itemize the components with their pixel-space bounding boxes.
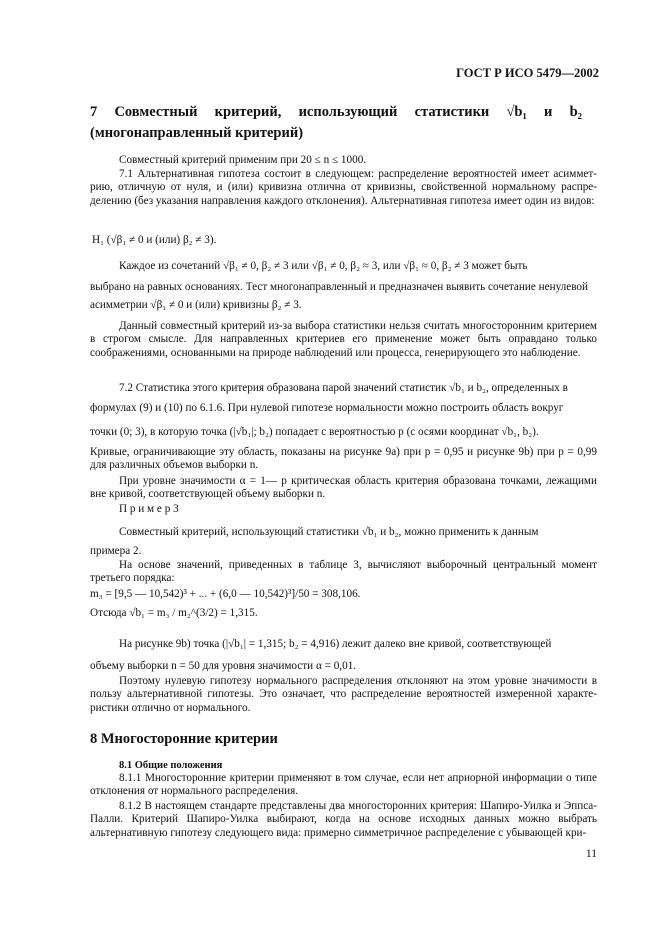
example-3-line2: примера 2. xyxy=(90,545,142,557)
combinations-line-3: асимметрии √β₁ ≠ 0 и (или) кривизны β₂ ≠ 3. xyxy=(90,299,302,311)
paragraph-basis: На основе значений, приведенных в таблице 3, вычисляют выборочный центральный момент третьего порядка: xyxy=(90,559,597,585)
paragraph-8-1-1: 8.1.1 Многосторонние критерии применяют в том случае, если нет априорной информации о типе отклонения от нормального распределения. xyxy=(90,772,597,798)
figure-9b-line1: На рисунке 9b) точка (|√b₁| = 1,315; b₂ = 4,916) лежит далеко вне кривой, соответствующей xyxy=(119,638,552,650)
formula-hence: Отсюда √b₁ = m₃ / m₂^(3/2) = 1,315. xyxy=(90,607,258,619)
combinations-line-2: выбрано на равных основаниях. Тест многонаправленный и предназначен выявить сочетание ненулевой xyxy=(90,281,589,293)
page-number: 11 xyxy=(585,848,597,860)
example-3-line1: Совместный критерий, использующий статистики √b₁ и b₂, можно применить к данным xyxy=(119,526,539,538)
subsection-8-1-title: 8.1 Общие положения xyxy=(119,760,223,771)
formula-h1: H₁ (√β₁ ≠ 0 и (или) β₂ ≠ 3). xyxy=(92,234,217,246)
combinations-line: Каждое из сочетаний √β₁ ≠ 0, β₂ ≠ 3 или √β₁ ≠ 0, β₂ ≈ 3, или √β₁ ≈ 0, β₂ ≠ 3 может быть xyxy=(119,260,528,272)
document-header-id: ГОСТ Р ИСО 5479—2002 xyxy=(456,66,599,80)
section-7-title-line2: (многонаправленный критерий) xyxy=(90,125,304,141)
formula-m3: m₃ = [9,5 — 10,542)³ + ... + (6,0 — 10,542)³]/50 = 308,106. xyxy=(90,588,361,600)
paragraph-reject: Поэтому нулевую гипотезу нормального распределения отклоняют на этом уровне значимости в пользу альтернативной гипотезы. Это означает, что распределение вероятностей измеренной характеристики отлично от нормального. xyxy=(90,675,597,714)
paragraph-7-2-line2: формулах (9) и (10) по 6.1.6. При нулевой гипотезе нормальности можно построить область вокруг xyxy=(90,402,564,414)
example-3-title: П р и м е р 3 xyxy=(119,503,179,515)
paragraph-joint-criterion: Данный совместный критерий из-за выбора статистики нельзя считать многосторонним критерием в строгом смысле. Для направленных критериев его применение может быть оправдано только соображениями, основанными на природе наблюдений или процесса, генерирующего это наблюдение. xyxy=(90,320,597,359)
figure-9b-line2: объему выборки n = 50 для уровня значимости α = 0,01. xyxy=(90,660,357,672)
paragraph-8-1-2: 8.1.2 В настоящем стандарте представлены два многосторонних критерия: Шапиро-Уилка и Эппса-Палли. Критерий Шапиро-Уилка выбирают, когда на основе исходных данных можно выбрать альтернативную гипотезу следующего вида: примерно симметричное распределение с убывающей кри- xyxy=(90,800,597,839)
section-8-title: 8 Многосторонние критерии xyxy=(90,731,278,747)
paragraph-7-1: 7.1 Альтернативная гипотеза состоит в следующем: распределение вероятностей имеет асимметрию, отличную от нуля, и (или) кривизна отлична от кривизны, свойственной нормальному распределению (без указания направления каждого отклонения). Альтернативная гипотеза имеет один из видов: xyxy=(90,168,597,207)
paragraph-7-2-rest: Кривые, ограничивающие эту область, показаны на рисунке 9а) при p = 0,95 и рисунке 9b) при p = 0,99 для различных объемов выборки n. xyxy=(90,446,597,472)
paragraph-significance: При уровне значимости α = 1— p критическая область критерия образована точками, лежащими вне кривой, соответствующей объему выборки n. xyxy=(90,475,597,501)
section-7-title-line1: 7 Совместный критерий, использующий статистики √b₁ и b₂ xyxy=(90,104,582,120)
paragraph-7-2-line1: 7.2 Статистика этого критерия образована парой значений статистик √b₁ и b₂, определенных в xyxy=(119,382,568,394)
paragraph-7-2-line3: точки (0; 3), в которую точка (|√b₁|; b₂) попадает с вероятностью p (с осями координат √b₁, b₂). xyxy=(90,426,539,438)
section-7-intro: Совместный критерий применим при 20 ≤ n ≤ 1000. xyxy=(119,154,367,166)
